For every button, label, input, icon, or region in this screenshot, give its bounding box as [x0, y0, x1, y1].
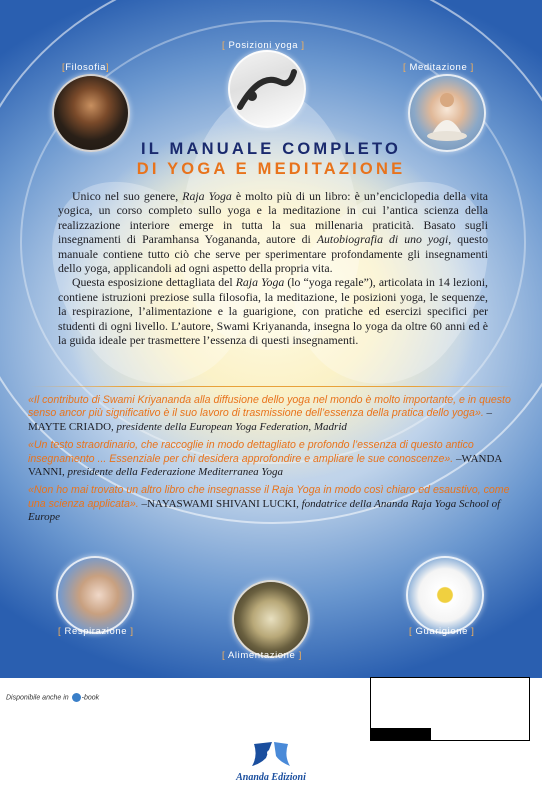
- description-paragraph-1: Unico nel suo genere, Raja Yoga è molto più di un libro: è un’enciclopedia della vita yogica, un corso completo sullo yoga e la meditazione in cui l’antica scienza della realizzazione interiore emerge in tutta la sua millenaria praticità. Basato sugli insegnamenti di Paramhansa Yogananda, autore di Autobiografia di uno yogi, questo manuale contiene tutto ciò che serve per sperimentare profondamente gli insegnamenti dello yoga, applicandoli ad ogni aspetto della propria vita.: [58, 189, 489, 276]
- label-respirazione: [ Respirazione ]: [58, 626, 134, 637]
- photo-alimentazione: [232, 580, 310, 658]
- main-title-line-1: IL MANUALE COMPLETO: [140, 140, 402, 158]
- yoga-pose-icon: [230, 52, 304, 126]
- label-alimentazione: [ Alimentazione ]: [222, 650, 302, 661]
- testimonial-quote: «Il contributo di Swami Kriyananda alla diffusione dello yoga nel mondo è molto importante, e in questo senso ancor più significativo è il suo lavoro di trasmissione dell’essenza della pratica dello yoga». –MAYTE CRIADO, presidente della European Yoga Federation, Madrid: [28, 394, 511, 433]
- publisher-name: Ananda Edizioni: [236, 772, 306, 783]
- testimonials: [28, 394, 514, 530]
- label-guarigione: [ Guarigione ]: [409, 626, 475, 637]
- photo-guarigione: [406, 556, 484, 634]
- ebook-icon: [72, 693, 81, 702]
- label-meditazione: [ Meditazione ]: [403, 62, 474, 73]
- section-divider: [30, 386, 512, 387]
- testimonial-quote: «Un testo straordinario, che raccoglie in modo dettagliato e profondo l’essenza di questo antico insegnamento ... Essenziale per chi desidera approfondire e ampliare le sue conoscenze». –WANDA VANNI, presidente della Federazione Mediterranea Yoga: [28, 439, 502, 479]
- label-filosofia: [Filosofia]: [62, 62, 110, 73]
- ebook-availability-note: Disponibile anche in -book: [6, 694, 100, 702]
- main-title-line-2: DI YOGA E MEDITAZIONE: [136, 160, 406, 178]
- ananda-publisher-logo: [246, 740, 296, 770]
- meditation-figure-icon: [410, 76, 484, 150]
- photo-posizioni-yoga: [228, 50, 306, 128]
- barcode-strip: [371, 728, 431, 740]
- description-text: [58, 189, 488, 347]
- photo-respirazione: [56, 556, 134, 634]
- description-paragraph-2: Questa esposizione dettagliata del Raja Yoga (lo “yoga regale”), articolata in 14 lezioni, contiene istruzioni preziose sulla filosofia, la meditazione, le posizioni yoga, le sequenze, la respirazione, l’alimentazione e la guarigione, con pratiche ed esercizi specifici per studenti di ogni livello. L’autore, Swami Kriyananda, insegna lo yoga da oltre 60 anni ed è la guida ideale per trasmettere l’essenza di questi insegnamenti.: [58, 275, 488, 348]
- label-posizioni-yoga: [ Posizioni yoga ]: [222, 40, 305, 51]
- barcode-box: [370, 677, 530, 741]
- testimonial-quote: «Non ho mai trovato un altro libro che insegnasse il Raja Yoga in modo così chiaro ed esaustivo, come una scienza applicata». –NAYASWAMI SHIVANI LUCKI, fondatrice della Ananda Raja Yoga School of Europe: [28, 484, 510, 524]
